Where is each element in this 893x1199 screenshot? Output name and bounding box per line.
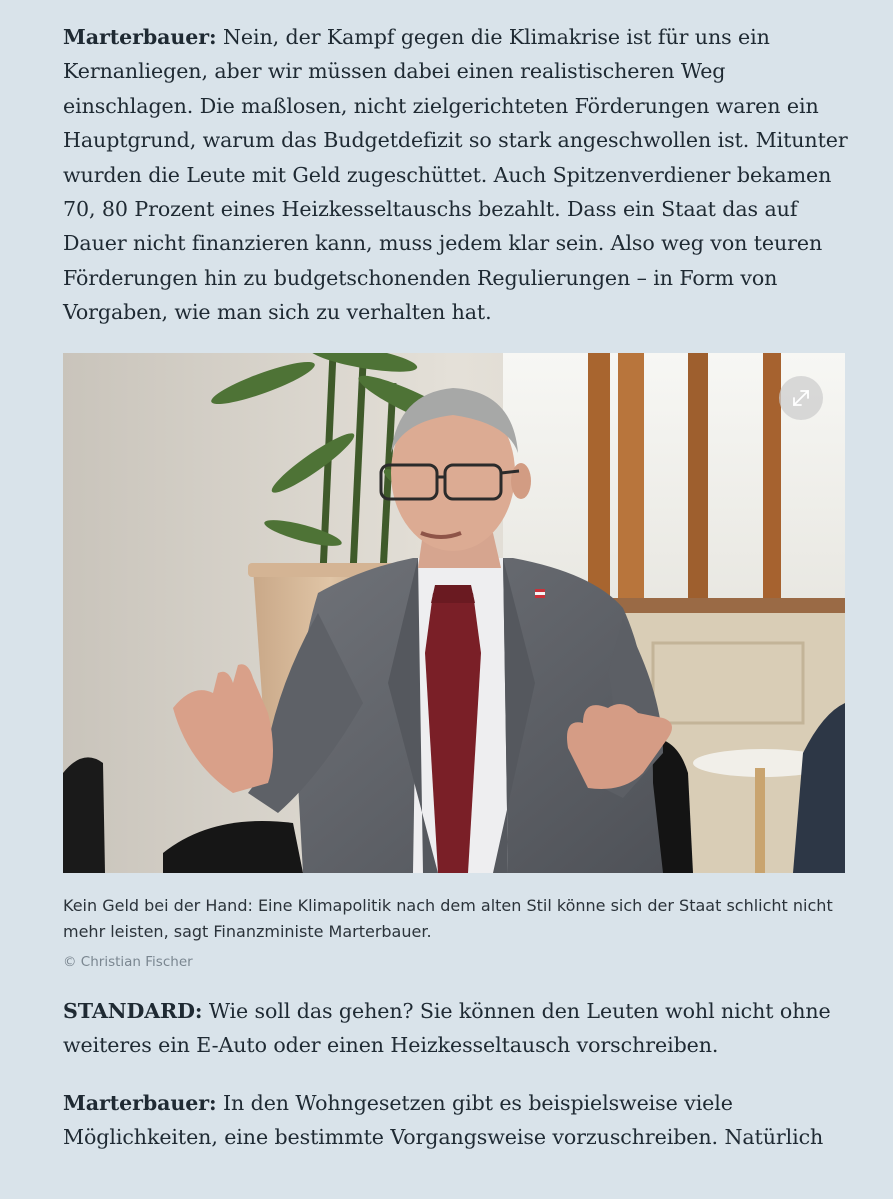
interview-paragraph xyxy=(63,20,853,330)
photo-credit: © Christian Fischer xyxy=(63,954,193,970)
speaker-label: Marterbauer: xyxy=(63,1091,217,1115)
expand-icon xyxy=(790,387,812,409)
paragraph-text: Wie soll das gehen? Sie können den Leuten wohl nicht ohne weiteres ein E-Auto oder einen Heizkesseltausch vorschreiben. xyxy=(63,999,831,1058)
speaker-label: STANDARD: xyxy=(63,999,203,1023)
paragraph-text: In den Wohngesetzen gibt es beispielsweise viele Möglichkeiten, eine bestimmte Vorgangsweise vorzuschreiben. Natürlich xyxy=(63,1091,824,1150)
photo-illustration xyxy=(63,353,845,873)
expand-image-button[interactable] xyxy=(779,376,823,420)
speaker-label: Marterbauer: xyxy=(63,25,217,49)
interview-paragraph xyxy=(63,994,853,1063)
paragraph-text: Nein, der Kampf gegen die Klimakrise ist für uns ein Kernanliegen, aber wir müssen dabei einen realistischeren Weg einschlagen. Die maßlosen, nicht zielgerichteten Förderungen waren ein Hauptgrund, warum das Budgetdefizit so stark angeschwollen ist. Mitunter wurden die Leute mit Geld zugeschüttet. Auch Spitzenverdiener bekamen 70, 80 Prozent eines Heizkesseltauschs bezahlt. Dass ein Staat das auf Dauer nicht finanzieren kann, muss jedem klar sein. Also weg von teuren Förderungen hin zu budgetschonenden Regulierungen – in Form von Vorgaben, wie man sich zu verhalten hat. xyxy=(63,25,848,325)
article-photo[interactable] xyxy=(63,353,845,873)
interview-paragraph xyxy=(63,1086,853,1155)
photo-caption: Kein Geld bei der Hand: Eine Klimapolitik nach dem alten Stil könne sich der Staat schlicht nicht mehr leisten, sagt Finanzministe Marterbauer. xyxy=(63,896,833,941)
